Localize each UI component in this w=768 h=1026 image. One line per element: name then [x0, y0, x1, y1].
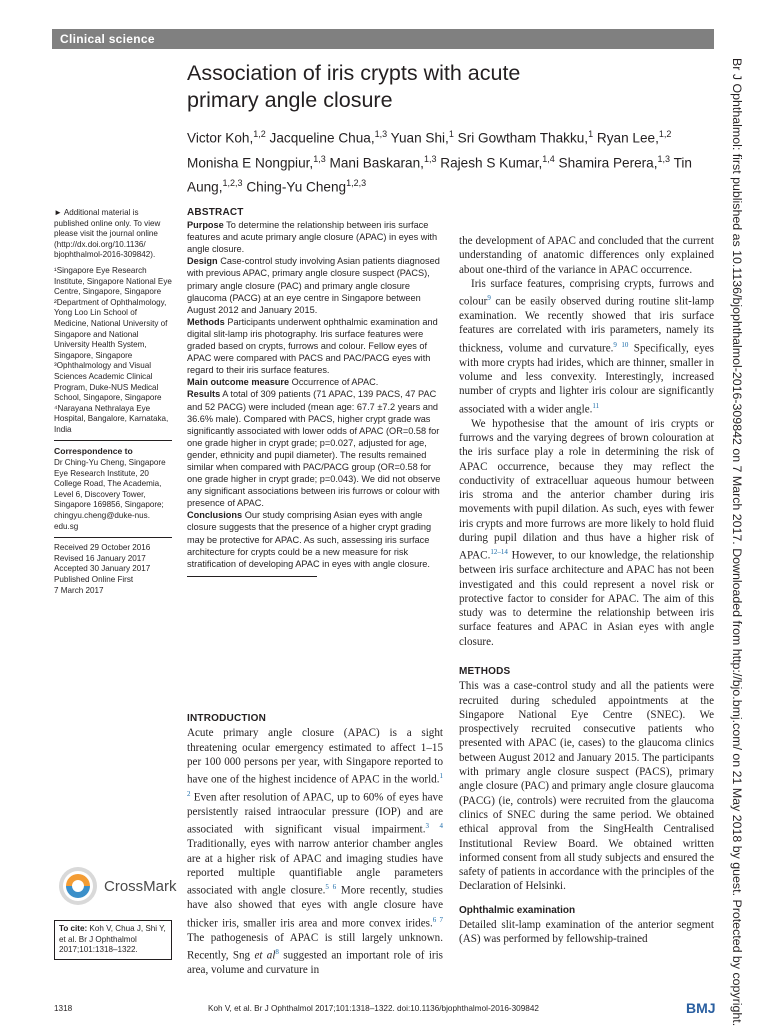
correspondence-heading: Correspondence to — [54, 446, 133, 457]
abstract-divider — [187, 576, 317, 577]
author-name: Ching-Yu Cheng — [246, 179, 347, 195]
cite-label: To cite: — [59, 924, 88, 933]
bmj-logo: BMJ — [686, 1000, 716, 1016]
author-affiliation: 1,3 — [313, 153, 326, 164]
abstract-methods: Methods Participants underwent ophthalmic examination and digital slit-lamp iris photography. Iris surface features were graded based on crypts, furrows and colour. Fellow eyes of APAC were compared with PACS and PAC/PACG eyes with regard to their iris surface features. — [187, 316, 438, 376]
received-date: Received 29 October 2016 — [54, 543, 151, 553]
author-name: Sri Gowtham Thakku, — [457, 130, 589, 146]
download-note-text: Br J Ophthalmol: first published as 10.1136/bjophthalmol-2016-309842 on 7 March 2017. Downloaded from http://bjo.bmj.com/ on 21 May 2018 by guest. Protected by copyright. — [730, 58, 744, 1026]
intro-heading: INTRODUCTION — [187, 713, 267, 724]
accepted-date: Accepted 30 January 2017 — [54, 564, 151, 574]
author-name: Shamira Perera, — [558, 155, 658, 171]
additional-material-note: ► Additional material is published online only. To view please visit the journal online (http://dx.doi.org/10.1136/ bjophthalmol-2016-309842). — [54, 208, 161, 260]
ophthalmic-exam-heading: Ophthalmic examination — [459, 904, 576, 916]
abstract-design: Design Case-control study involving Asian patients diagnosed with previous APAC, primary angle closure suspect (PACS), primary angle closure (PAC) and primary angle closure glaucoma (PACG) at an eye centre in Singapore between August 2012 and January 2015. — [187, 256, 440, 315]
methods-heading: METHODS — [459, 666, 511, 677]
body-paragraph-1: Iris surface features, comprising crypts, furrows and colour$^9$ can be easily observed during routine slit-lamp examination. We recently showed that iris surface features are correlated with iris parameters, namely its thickness, volume and curvature.$^{9 10}$ Specifically, eyes with more crypts had irides, which are thinner, smaller in volume and less convexity. Interestingly, increased number of crypts and lighter iris colour are significantly associated with a wider angle.$^{11}$ — [459, 277, 714, 416]
author-name: Monisha E Nongpiur, — [187, 155, 314, 171]
article-title — [187, 60, 607, 114]
cite-text: Koh V, Chua J, Shi Y, et al. Br J Ophthalmol 2017;101:1318–1322. — [59, 924, 166, 954]
author-affiliation: 1,2,3 — [222, 178, 243, 189]
author-name: Victor Koh, — [187, 130, 254, 146]
author-affiliation: 1,2 — [253, 129, 266, 139]
revised-date: Revised 16 January 2017 — [54, 553, 146, 563]
author-list — [187, 124, 697, 198]
abstract-heading: ABSTRACT — [187, 207, 244, 218]
methods-section — [459, 665, 714, 947]
author-name: Ryan Lee, — [596, 130, 659, 146]
author-name: Mani Baskaran, — [329, 155, 424, 171]
author-affiliation: 1,3 — [657, 153, 671, 164]
affiliation-3: ³Ophthalmology and Visual Sciences Academic Clinical Program, Duke-NUS Medical School, Singapore, Singapore — [54, 361, 162, 403]
methods-paragraph: This was a case-control study and all the patients were recruited during scheduled appointments at the Singapore National Eye Centre (SNEC). We prospectively recruited consecutive patients who presented with APAC (ie, cases) to the glaucoma clinics between August 2012 and January 2015. The participants with primary angle closure suspect (PACS), primary angle closure (PAC) and primary angle closure glaucoma (PACG) (ie, controls) were recruited from the glaucoma clinics of SNEC during the same period. We obtained ethical approval from the SingHealth Centralised Institutional Review Board. We obtained written informed consent from all study subjects and ensured the safety of patients in accordance with the principles of the Declaration of Helsinki. — [459, 680, 714, 893]
author-affiliation: 1,2 — [658, 129, 672, 139]
abstract-conclusions: Conclusions Our study comprising Asian eyes with angle closure suggests that the presence of a higher crypt grading may be protective for APAC. As such, assessing iris surface architecture for crypts could be a new measure for risk stratification of developing APAC in eyes with angle closure. — [187, 510, 432, 569]
author-affiliation: 1,4 — [542, 153, 555, 164]
author-affiliation: 1 — [588, 129, 594, 139]
citation-box — [54, 920, 172, 960]
author-name: Rajesh S Kumar, — [440, 155, 543, 171]
correspondence-body: Dr Ching-Yu Cheng, Singapore Eye Research Institute, 20 College Road, The Academia, Level 6, Discovery Tower, Singapore 169856, Singapore; chingyu.cheng@duke-nus. edu.sg — [54, 458, 166, 531]
body-paragraph-0: the development of APAC and concluded that the current understanding of anatomic differences only explained about one-third of the variance in APAC occurrence. — [459, 235, 714, 276]
affiliation-4: ⁴Narayana Nethralaya Eye Hospital, Bangalore, Karnataka, India — [54, 403, 169, 434]
affiliation-1: ¹Singapore Eye Research Institute, Singapore National Eye Centre, Singapore, Singapore — [54, 265, 172, 297]
title-line-1: Association of iris crypts with acute — [187, 61, 521, 85]
author-affiliation: 1,3 — [423, 153, 437, 164]
section-label: Clinical science — [52, 29, 714, 49]
abstract-outcome: Main outcome measure Occurrence of APAC. — [187, 377, 379, 388]
body-paragraph-2: We hypothesise that the amount of iris crypts or furrows and the varying degrees of brown colouration at the iris surface play a role in determining the risk of APAC occurrence, because they may reflect the conductivity of extracelluar aqueous humour between iris stroma and the anterior chamber during iris movements with pupil dilation. As such, eyes with fewer iris crypts and more furrows are more likely to hold fluid during pupil dilation and thus have a higher risk of APAC.$^{12-14}$ However, to our knowledge, the relationship between iris surface architecture and APAC has not been investigated and this could represent a novel risk or protective factor to consider for APAC. The aim of this study was to determine the relationship between iris surface features and APAC in Asian eyes with angle closure. — [459, 417, 714, 648]
crossmark-label: CrossMark — [104, 878, 177, 895]
page-number: 1318 — [54, 1004, 73, 1013]
ophthalmic-exam-paragraph: Detailed slit-lamp examination of the anterior segment (AS) was performed by fellowship-trained — [459, 919, 714, 946]
crossmark-badge[interactable] — [58, 866, 183, 908]
published-date: 7 March 2017 — [54, 585, 104, 595]
body-right-column — [459, 234, 714, 649]
author-affiliation: 1,2,3 — [346, 178, 367, 189]
abstract-purpose: Purpose To determine the relationship between iris surface features and acute primary angle closure (APAC) in eyes with angle closure. — [187, 220, 438, 255]
download-note — [728, 58, 752, 1026]
crossmark-icon — [58, 866, 98, 906]
affiliation-2: ²Department of Ophthalmology, Yong Loo Lin School of Medicine, National University of Singapore and National University Health System, Singapore, Singapore — [54, 297, 168, 360]
author-name: Jacqueline Chua, — [269, 130, 375, 146]
author-name: Yuan Shi, — [390, 130, 449, 146]
published-label: Published Online First — [54, 575, 134, 584]
introduction — [187, 712, 443, 977]
sidebar — [54, 208, 172, 596]
footer-citation: Koh V, et al. Br J Ophthalmol 2017;101:1318–1322. doi:10.1136/bjophthalmol-2016-309842 — [208, 1004, 539, 1013]
title-line-2: primary angle closure — [187, 88, 393, 112]
author-affiliation: 1 — [448, 129, 454, 139]
author-affiliation: 1,3 — [374, 129, 388, 139]
intro-paragraph: Acute primary angle closure (APAC) is a sight threatening ocular emergency estimated to affect 1–15 per 100 000 persons per year, with Singapore reported to have one of the highest incidence of APAC in the world.$^{1 2}$ Even after resolution of APAC, up to 60% of eyes have persistently raised intraocular pressure (IOP) and are associated with significant visual impairment.$^{3 4}$ Traditionally, eyes with narrow anterior chamber angles are at a higher risk of APAC and imaging studies have reported multiple quantifiable angle parameters associated with angle closure.$^{5 6}$ More recently, studies have also showed that eyes with angle closure have thicker iris, smaller iris area and more convex irides.$^{6 7}$ The pathogenesis of APAC is still largely unknown. Recently, Sng et $al^8$ suggested an important role of iris area, volume and curvature in — [187, 727, 444, 976]
abstract-results: Results A total of 309 patients (71 APAC, 139 PACS, 47 PAC and 52 PACG) were included (mean age: 67.7 ±7.2 years and 36.6% male). Compared with PACS, higher crypt grade was significantly associated with lower odds of APAC (OR=0.58 for one grade higher in crypt grade; p=0.027, adjusted for age, gender, ethnicity and pupil diameter). The results remained similar when compared with PAC/PACG group (OR=0.58 for one grade higher in crypt grade; p=0.043). We did not observe any significant associations between iris furrows or colour with presence of APAC. — [187, 389, 441, 509]
author-name: Tin Aung, — [187, 155, 692, 195]
abstract — [187, 207, 443, 577]
